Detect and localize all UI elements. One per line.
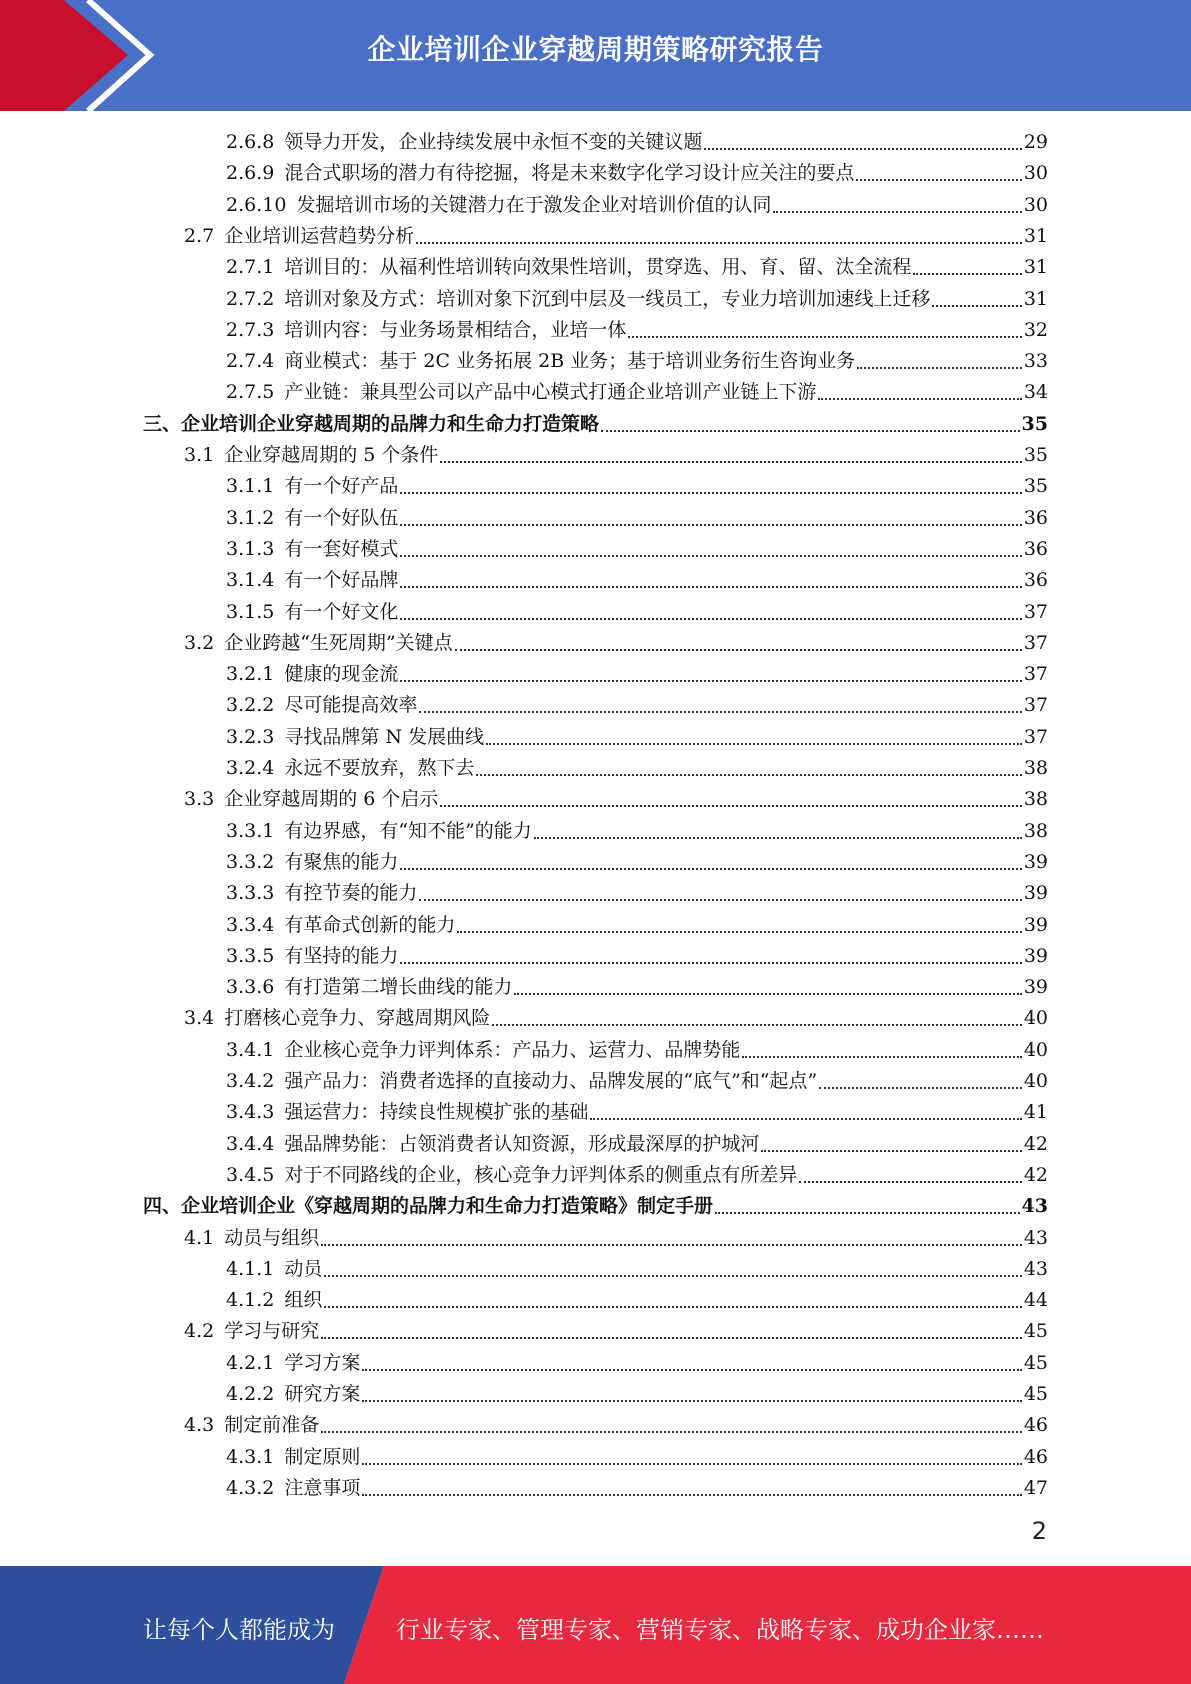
toc-entry[interactable] bbox=[226, 1035, 1048, 1066]
toc-entry-title: 有革命式创新的能力 bbox=[284, 913, 456, 936]
toc-entry-page: 40 bbox=[1023, 1007, 1048, 1030]
toc-dot-leader bbox=[400, 610, 1021, 620]
toc-entry-page: 30 bbox=[1023, 193, 1048, 216]
toc-dot-leader bbox=[857, 359, 1022, 369]
toc-entry[interactable] bbox=[143, 409, 1048, 440]
toc-entry[interactable] bbox=[226, 1285, 1048, 1316]
toc-entry-page: 42 bbox=[1023, 1163, 1048, 1186]
toc-dot-leader bbox=[457, 923, 1021, 933]
toc-entry-title: 商业模式：基于 2C 业务拓展 2B 业务；基于培训业务衍生咨询业务 bbox=[284, 350, 856, 373]
toc-dot-leader bbox=[486, 735, 1022, 745]
toc-entry-title: 企业培训企业穿越周期的品牌力和生命力打造策略 bbox=[181, 412, 600, 435]
toc-entry-title: 有一个好产品 bbox=[284, 475, 399, 498]
toc-dot-leader bbox=[362, 1455, 1021, 1465]
page-header bbox=[0, 0, 1191, 111]
toc-dot-leader bbox=[715, 1204, 1020, 1214]
toc-entry[interactable] bbox=[184, 440, 1048, 471]
toc-entry-page: 37 bbox=[1023, 631, 1048, 654]
toc-entry-number: 3.4 bbox=[184, 1007, 215, 1030]
toc-entry-number: 3.4.3 bbox=[226, 1101, 275, 1124]
toc-entry-number: 3.1.2 bbox=[226, 506, 275, 529]
toc-dot-leader bbox=[324, 1267, 1021, 1277]
toc-entry-number: 3.2.3 bbox=[226, 725, 275, 748]
toc-entry[interactable] bbox=[184, 1003, 1048, 1034]
toc-dot-leader bbox=[514, 985, 1021, 995]
toc-entry[interactable] bbox=[226, 1129, 1048, 1160]
toc-entry-title: 企业核心竞争力评判体系：产品力、运营力、品牌势能 bbox=[284, 1038, 741, 1061]
toc-entry[interactable] bbox=[226, 1473, 1048, 1504]
toc-entry-title: 打磨核心竞争力、穿越周期风险 bbox=[224, 1007, 491, 1030]
toc-entry-page: 35 bbox=[1023, 444, 1048, 466]
toc-entry-title: 企业跨越“生死周期”关键点 bbox=[224, 631, 453, 654]
toc-entry-number: 3.3.6 bbox=[226, 976, 275, 999]
toc-entry-title: 有一个好文化 bbox=[284, 600, 399, 623]
toc-dot-leader bbox=[818, 390, 1021, 400]
toc-entry-title: 永远不要放弃，熬下去 bbox=[284, 757, 475, 779]
toc-dot-leader bbox=[400, 484, 1021, 494]
toc-entry[interactable] bbox=[184, 784, 1048, 815]
toc-entry-title: 有一个好品牌 bbox=[284, 569, 399, 592]
toc-entry[interactable] bbox=[226, 690, 1048, 721]
toc-dot-leader bbox=[400, 860, 1021, 870]
toc-entry-title: 混合式职场的潜力有待挖掘，将是未来数字化学习设计应关注的要点 bbox=[284, 162, 855, 185]
toc-entry-title: 培训目的：从福利性培训转向效果性培训，贯穿选、用、育、留、汰全流程 bbox=[284, 256, 912, 279]
toc-entry-page: 44 bbox=[1023, 1289, 1048, 1312]
toc-entry[interactable] bbox=[226, 910, 1048, 941]
toc-entry-number: 2.7.3 bbox=[226, 318, 275, 341]
toc-entry-number: 4.2.2 bbox=[226, 1383, 275, 1405]
toc-entry-title: 培训内容：与业务场景相结合，业培一体 bbox=[284, 318, 627, 341]
toc-entry-title: 对于不同路线的企业，核心竞争力评判体系的侧重点有所差异 bbox=[284, 1163, 798, 1186]
toc-dot-leader bbox=[321, 1423, 1022, 1433]
toc-entry-page: 38 bbox=[1023, 819, 1048, 842]
toc-dot-leader bbox=[932, 297, 1021, 307]
toc-entry[interactable] bbox=[226, 1348, 1048, 1379]
toc-entry-title: 组织 bbox=[284, 1289, 323, 1312]
toc-entry-number: 3.3.1 bbox=[226, 819, 275, 842]
toc-dot-leader bbox=[400, 516, 1021, 526]
toc-dot-leader bbox=[761, 1142, 1021, 1152]
toc-entry-page: 31 bbox=[1023, 287, 1048, 310]
toc-entry-title: 有一套好模式 bbox=[284, 537, 399, 560]
toc-entry-page: 39 bbox=[1023, 944, 1048, 967]
toc-entry-number: 4.3.2 bbox=[226, 1476, 275, 1499]
toc-entry-number: 3.3.2 bbox=[226, 850, 275, 873]
toc-entry[interactable] bbox=[226, 1097, 1048, 1128]
toc-entry[interactable] bbox=[226, 659, 1048, 690]
toc-entry-number: 3.3.3 bbox=[226, 882, 275, 905]
toc-entry-page: 39 bbox=[1023, 976, 1048, 999]
toc-entry-title: 企业穿越周期的 5 个条件 bbox=[224, 444, 439, 466]
toc-entry-page: 43 bbox=[1021, 1195, 1048, 1218]
toc-dot-leader bbox=[400, 578, 1021, 588]
toc-dot-leader bbox=[799, 1173, 1021, 1183]
toc-dot-leader bbox=[819, 1079, 1022, 1089]
footer-slogan-left: 让每个人都能成为 bbox=[143, 1616, 335, 1644]
toc-entry[interactable] bbox=[226, 346, 1048, 377]
toc-entry-number: 3.4.5 bbox=[226, 1163, 275, 1186]
toc-entry-page: 36 bbox=[1023, 506, 1048, 529]
toc-entry[interactable] bbox=[226, 1160, 1048, 1191]
toc-entry-number: 3.3 bbox=[184, 788, 215, 811]
toc-entry-number: 2.7.1 bbox=[226, 256, 275, 279]
toc-entry-title: 健康的现金流 bbox=[284, 663, 399, 686]
toc-entry[interactable] bbox=[226, 1066, 1048, 1097]
toc-entry-title: 发掘培训市场的关键潜力在于激发企业对培训价值的认同 bbox=[296, 193, 772, 216]
toc-entry-number: 2.7.2 bbox=[226, 287, 275, 310]
toc-entry-number: 2.7.5 bbox=[226, 381, 275, 404]
toc-entry-page: 36 bbox=[1023, 569, 1048, 592]
toc-dot-leader bbox=[321, 1236, 1022, 1246]
toc-entry[interactable] bbox=[226, 190, 1048, 221]
toc-entry-number: 2.6.10 bbox=[226, 193, 287, 216]
toc-entry-page: 39 bbox=[1023, 850, 1048, 873]
toc-entry-number: 3.2.1 bbox=[226, 663, 275, 686]
toc-dot-leader bbox=[590, 1110, 1021, 1120]
toc-dot-leader bbox=[440, 797, 1021, 807]
toc-entry-page: 43 bbox=[1023, 1226, 1048, 1249]
toc-entry-page: 37 bbox=[1023, 694, 1048, 717]
toc-entry-page: 37 bbox=[1023, 600, 1048, 623]
toc-dot-leader bbox=[362, 1361, 1021, 1371]
toc-entry[interactable] bbox=[226, 315, 1048, 346]
toc-entry-title: 强产品力：消费者选择的直接动力、品牌发展的“底气”和“起点” bbox=[284, 1070, 818, 1092]
toc-entry-number: 4.3 bbox=[184, 1414, 215, 1437]
toc-entry-title: 动员与组织 bbox=[224, 1226, 320, 1249]
toc-entry-page: 45 bbox=[1023, 1351, 1048, 1374]
toc-entry-number: 3.2.2 bbox=[226, 694, 275, 717]
toc-entry-number: 3.3.5 bbox=[226, 944, 275, 967]
toc-entry-number: 3.1.3 bbox=[226, 537, 275, 560]
toc-entry-title: 企业培训运营趋势分析 bbox=[224, 224, 415, 247]
toc-entry-title: 有打造第二增长曲线的能力 bbox=[284, 976, 513, 999]
toc-entry-title: 注意事项 bbox=[284, 1476, 361, 1499]
toc-entry-number: 3.1.4 bbox=[226, 569, 275, 592]
toc-entry-page: 40 bbox=[1023, 1070, 1048, 1092]
toc-entry-page: 38 bbox=[1023, 757, 1048, 779]
toc-entry-page: 34 bbox=[1023, 381, 1048, 404]
toc-dot-leader bbox=[400, 672, 1021, 682]
toc-entry-page: 39 bbox=[1023, 882, 1048, 905]
toc-entry[interactable] bbox=[226, 503, 1048, 534]
toc-entry-page: 29 bbox=[1023, 131, 1048, 153]
toc-entry[interactable] bbox=[226, 847, 1048, 878]
toc-entry[interactable] bbox=[226, 878, 1048, 909]
toc-entry-number: 4.3.1 bbox=[226, 1445, 275, 1468]
page-number: 2 bbox=[1031, 1517, 1047, 1545]
toc-entry-page: 46 bbox=[1023, 1445, 1048, 1468]
toc-entry-number: 3.4.1 bbox=[226, 1038, 275, 1061]
toc-entry-number: 4.2.1 bbox=[226, 1351, 275, 1374]
toc-dot-leader bbox=[601, 422, 1020, 432]
toc-entry[interactable] bbox=[226, 816, 1048, 847]
toc-entry-number: 4.1.2 bbox=[226, 1289, 275, 1312]
toc-dot-leader bbox=[534, 829, 1022, 839]
toc-entry-title: 强运营力：持续良性规模扩张的基础 bbox=[284, 1101, 589, 1124]
toc-entry[interactable] bbox=[226, 972, 1048, 1003]
toc-entry-page: 30 bbox=[1023, 162, 1048, 185]
toc-entry-number: 2.7.4 bbox=[226, 350, 275, 373]
toc-entry-title: 有坚持的能力 bbox=[284, 944, 399, 967]
toc-entry[interactable] bbox=[226, 1442, 1048, 1473]
toc-entry-title: 领导力开发，企业持续发展中永恒不变的关键议题 bbox=[284, 131, 703, 153]
toc-entry-number: 3.3.4 bbox=[226, 913, 275, 936]
toc-entry-title: 寻找品牌第 N 发展曲线 bbox=[284, 725, 485, 748]
toc-entry[interactable] bbox=[226, 753, 1048, 784]
toc-dot-leader bbox=[400, 547, 1021, 557]
toc-dot-leader bbox=[321, 1329, 1022, 1339]
toc-dot-leader bbox=[455, 641, 1022, 651]
toc-entry-page: 43 bbox=[1023, 1257, 1048, 1280]
toc-dot-leader bbox=[913, 265, 1021, 275]
toc-dot-leader bbox=[419, 891, 1021, 901]
toc-dot-leader bbox=[856, 171, 1021, 181]
toc-entry-title: 尽可能提高效率 bbox=[284, 694, 418, 717]
toc-dot-leader bbox=[492, 1016, 1022, 1026]
toc-dot-leader bbox=[416, 234, 1022, 244]
toc-entry-page: 45 bbox=[1023, 1383, 1048, 1405]
toc-dot-leader bbox=[440, 453, 1021, 463]
toc-entry[interactable] bbox=[226, 377, 1048, 408]
toc-entry[interactable] bbox=[226, 158, 1048, 189]
report-title: 企业培训企业穿越周期策略研究报告 bbox=[367, 33, 824, 66]
toc-entry-title: 企业培训企业《穿越周期的品牌力和生命力打造策略》制定手册 bbox=[181, 1195, 714, 1218]
toc-entry-page: 46 bbox=[1023, 1414, 1048, 1437]
toc-entry[interactable] bbox=[226, 941, 1048, 972]
toc-entry-page: 32 bbox=[1023, 318, 1048, 341]
toc-entry-page: 45 bbox=[1023, 1320, 1048, 1343]
toc-entry-page: 37 bbox=[1023, 663, 1048, 686]
toc-entry[interactable] bbox=[184, 1223, 1048, 1254]
toc-entry[interactable] bbox=[226, 471, 1048, 502]
toc-entry[interactable] bbox=[226, 127, 1048, 158]
footer-slogan-right: 行业专家、管理专家、营销专家、战略专家、成功企业家…… bbox=[396, 1616, 1044, 1644]
toc-entry[interactable] bbox=[226, 284, 1048, 315]
toc-entry[interactable] bbox=[226, 722, 1048, 753]
toc-entry[interactable] bbox=[143, 1191, 1048, 1222]
toc-entry-page: 31 bbox=[1023, 256, 1048, 279]
toc-entry-title: 制定前准备 bbox=[224, 1414, 320, 1437]
toc-dot-leader bbox=[362, 1486, 1021, 1496]
toc-entry-title: 学习方案 bbox=[284, 1351, 361, 1374]
toc-entry-page: 36 bbox=[1023, 537, 1048, 560]
toc-entry-title: 有一个好队伍 bbox=[284, 506, 399, 529]
toc-entry[interactable] bbox=[184, 221, 1048, 252]
toc-entry-number: 3.1.5 bbox=[226, 600, 275, 623]
toc-dot-leader bbox=[628, 328, 1021, 338]
toc-entry-page: 39 bbox=[1023, 913, 1048, 936]
toc-entry-number: 4.1 bbox=[184, 1226, 215, 1249]
toc-entry-title: 产业链：兼具型公司以产品中心模式打通企业培训产业链上下游 bbox=[284, 381, 817, 404]
toc-entry-page: 47 bbox=[1023, 1476, 1048, 1499]
toc-entry-number: 3.1 bbox=[184, 444, 215, 466]
toc-entry-number: 3.4.4 bbox=[226, 1132, 275, 1155]
toc-entry[interactable] bbox=[226, 1254, 1048, 1285]
toc-dot-leader bbox=[476, 766, 1021, 776]
toc-entry-number: 3.2.4 bbox=[226, 757, 275, 779]
toc-entry-number: 4.2 bbox=[184, 1320, 215, 1343]
toc-dot-leader bbox=[400, 954, 1021, 964]
toc-entry-number: 2.6.8 bbox=[226, 131, 275, 153]
toc-entry-number: 3.1.1 bbox=[226, 475, 275, 498]
toc-entry-title: 动员 bbox=[284, 1257, 323, 1280]
toc-entry[interactable] bbox=[184, 1410, 1048, 1441]
toc-dot-leader bbox=[419, 703, 1021, 713]
toc-entry-page: 31 bbox=[1023, 224, 1048, 247]
toc-entry-number: 三、 bbox=[143, 412, 182, 435]
toc-dot-leader bbox=[773, 203, 1021, 213]
toc-entry-title: 有控节奏的能力 bbox=[284, 882, 418, 905]
toc-entry[interactable] bbox=[226, 534, 1048, 565]
toc-dot-leader bbox=[742, 1048, 1021, 1058]
toc-entry[interactable] bbox=[226, 252, 1048, 283]
toc-entry-title: 培训对象及方式：培训对象下沉到中层及一线员工，专业力培训加速线上迁移 bbox=[284, 287, 931, 310]
page-footer bbox=[0, 1566, 1191, 1684]
toc-dot-leader bbox=[324, 1298, 1021, 1308]
toc-entry[interactable] bbox=[226, 597, 1048, 628]
toc-entry-page: 33 bbox=[1023, 350, 1048, 373]
toc-entry-number: 4.1.1 bbox=[226, 1257, 275, 1280]
toc-entry-page: 42 bbox=[1023, 1132, 1048, 1155]
toc-entry-title: 有边界感，有“知不能”的能力 bbox=[284, 819, 532, 842]
toc-entry-page: 41 bbox=[1023, 1101, 1048, 1124]
toc-dot-leader bbox=[704, 140, 1021, 150]
toc-entry-title: 有聚焦的能力 bbox=[284, 850, 399, 873]
toc-entry[interactable] bbox=[184, 628, 1048, 659]
toc-entry-title: 企业穿越周期的 6 个启示 bbox=[224, 788, 439, 811]
toc-entry-title: 学习与研究 bbox=[224, 1320, 320, 1343]
toc-entry-page: 35 bbox=[1023, 475, 1048, 498]
toc-entry-number: 四、 bbox=[143, 1195, 182, 1218]
toc-entry-number: 2.7 bbox=[184, 224, 215, 247]
toc-entry[interactable] bbox=[184, 1316, 1048, 1347]
toc-entry-title: 制定原则 bbox=[284, 1445, 361, 1468]
toc-dot-leader bbox=[362, 1392, 1021, 1402]
toc-entry-number: 2.6.9 bbox=[226, 162, 275, 185]
toc-entry-title: 研究方案 bbox=[284, 1383, 361, 1405]
toc-entry-title: 强品牌势能：占领消费者认知资源，形成最深厚的护城河 bbox=[284, 1132, 760, 1155]
toc-entry[interactable] bbox=[226, 565, 1048, 596]
toc-entry[interactable] bbox=[226, 1379, 1048, 1410]
toc-entry-page: 37 bbox=[1023, 725, 1048, 748]
toc-entry-page: 38 bbox=[1023, 788, 1048, 811]
toc-entry-number: 3.4.2 bbox=[226, 1070, 275, 1092]
toc-entry-page: 40 bbox=[1023, 1038, 1048, 1061]
toc-entry-number: 3.2 bbox=[184, 631, 215, 654]
toc-entry-page: 35 bbox=[1021, 412, 1048, 435]
